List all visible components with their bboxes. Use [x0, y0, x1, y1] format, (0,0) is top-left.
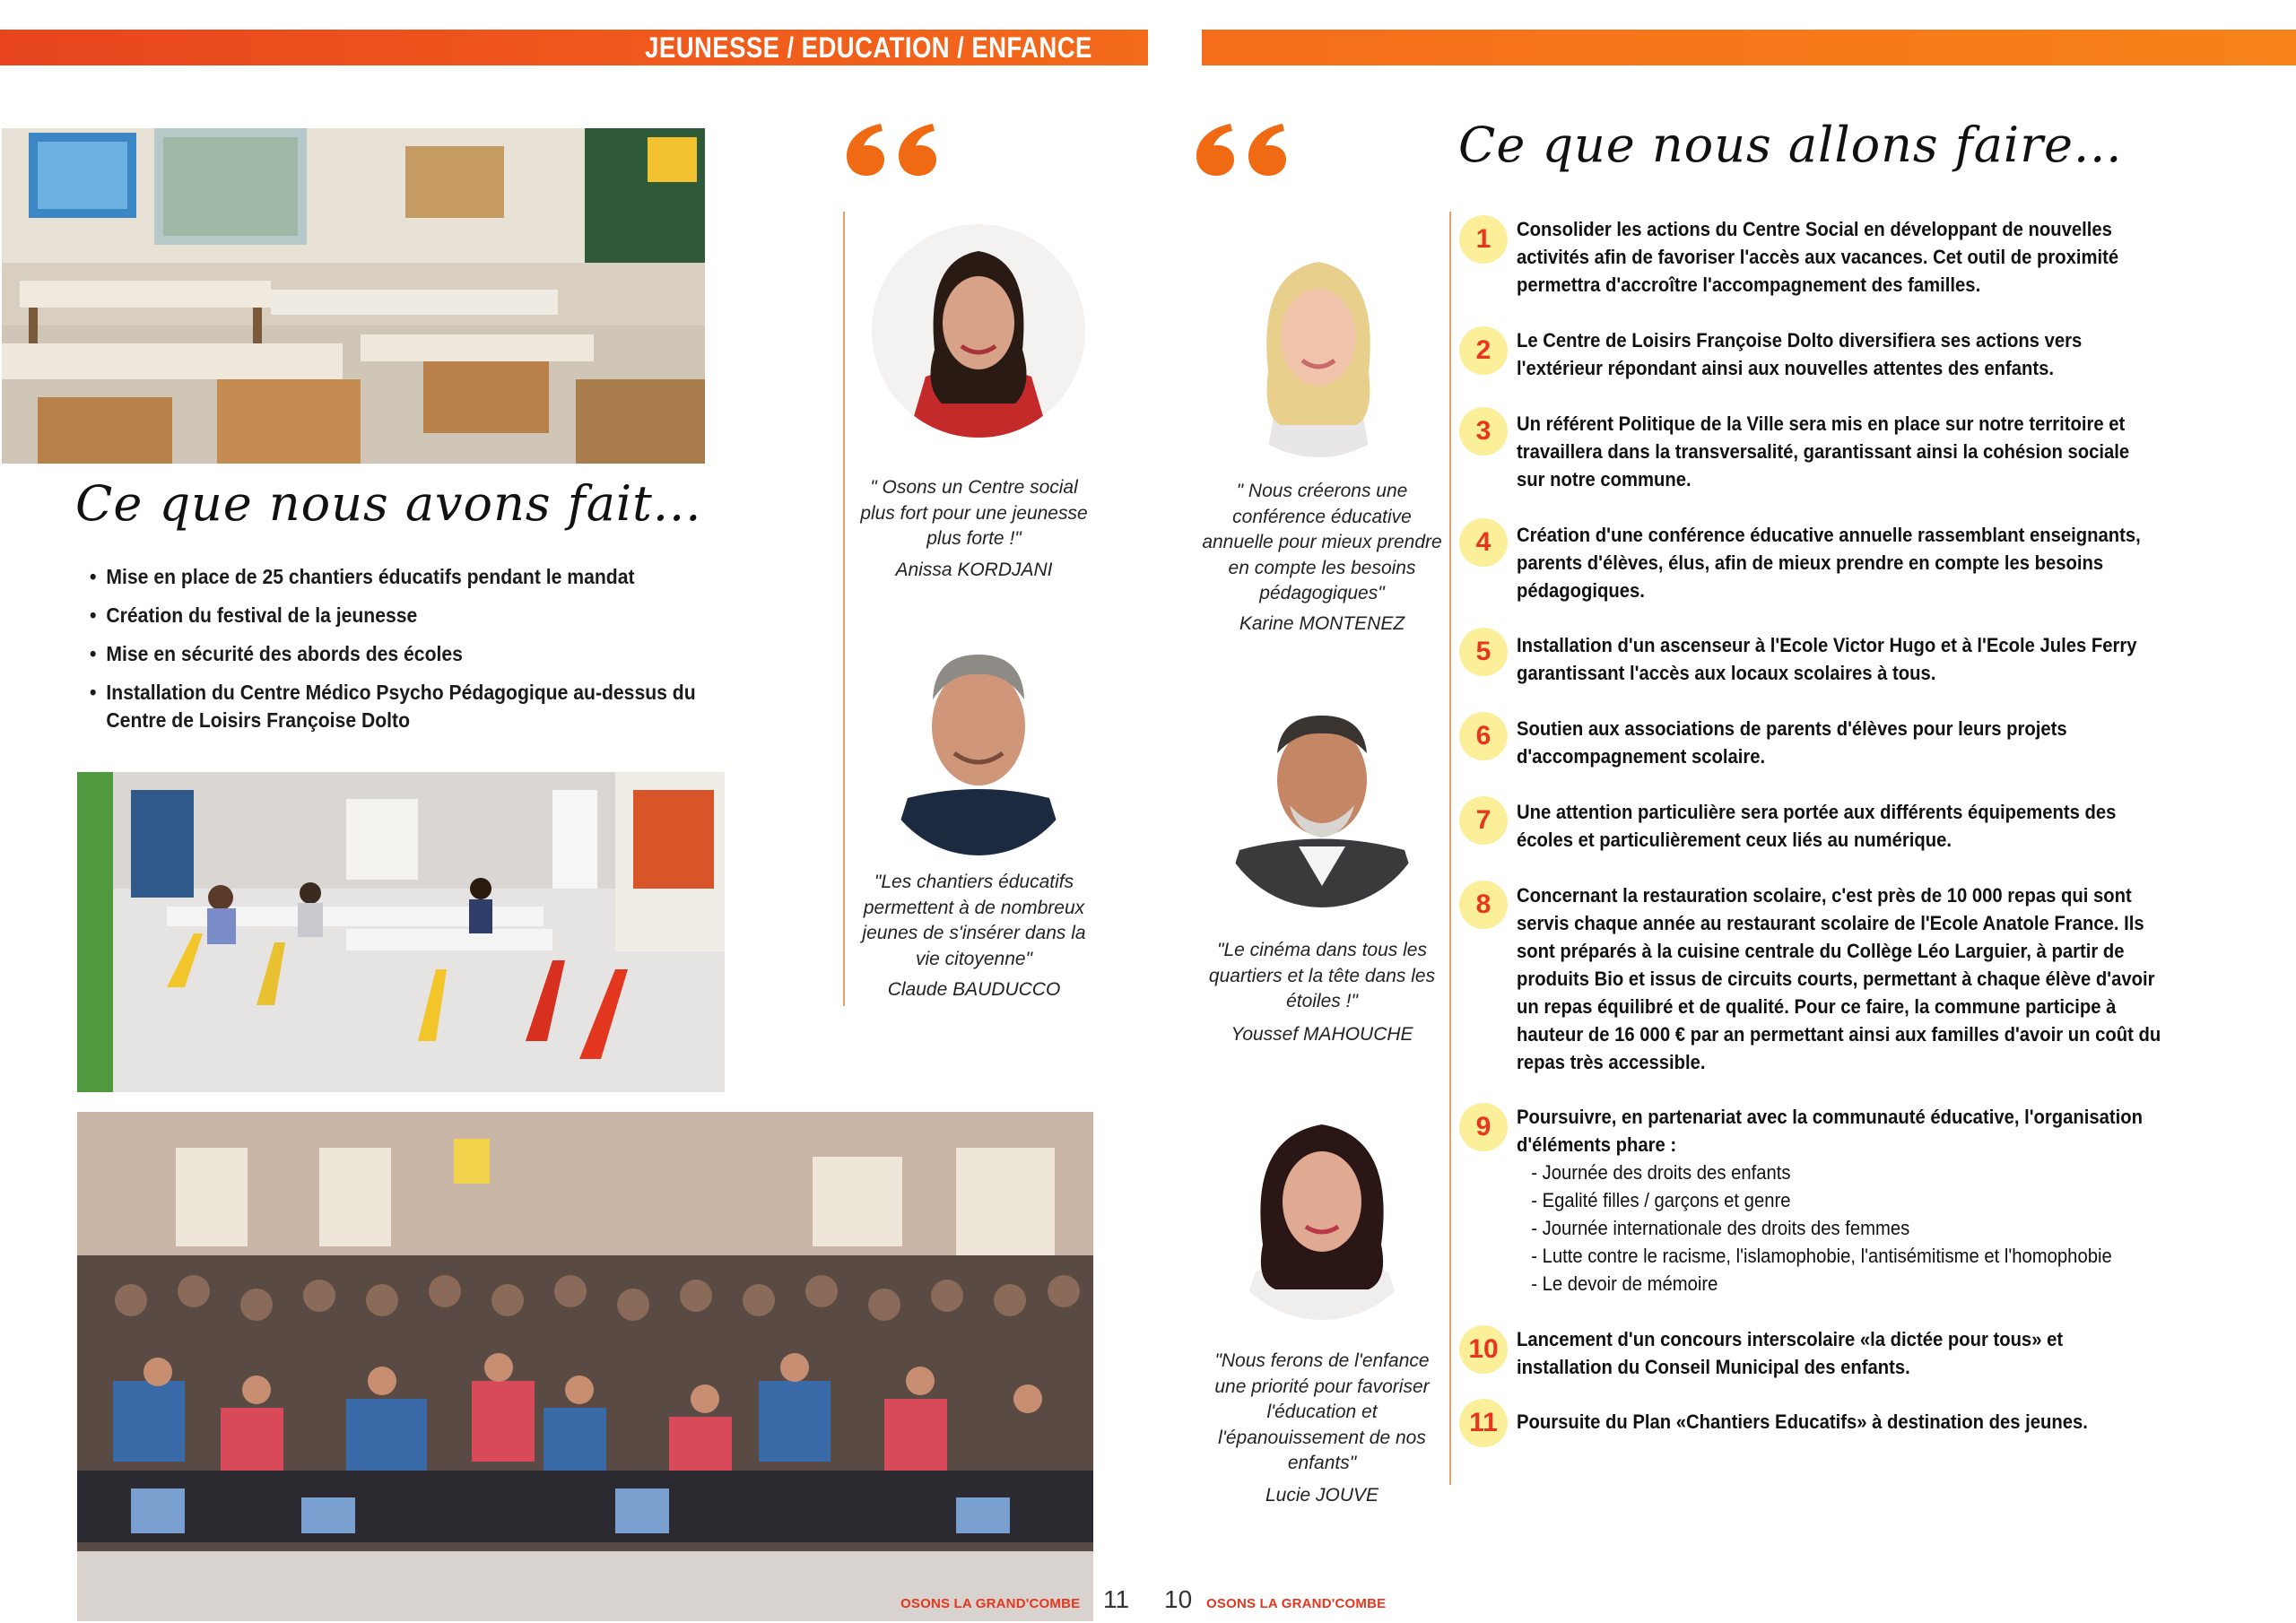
item-number-badge: 8	[1459, 881, 1508, 929]
list-item: • Création du festival de la jeunesse	[90, 602, 704, 629]
todo-item: Concernant la restauration scolaire, c'est près de 10 000 repas qui sont servis chaque année au restaurant scolaire de l'Ecole Anatole France. Ils sont préparés à la cuisine centrale du Collège Léo Larguier, à partir de produits Bio et issus de circuits courts, permettant à chaque élève d'avoir un repas équilibré et de qualité. Pour ce faire, la commune participe à hauteur de 16 000 € par an permettant ainsi aux familles d'avoir un coût du repas très accessible.	[1517, 884, 2161, 1073]
item-number-badge: 3	[1459, 407, 1508, 456]
page-number-right: 10	[1164, 1585, 1193, 1613]
item-number-badge: 4	[1459, 518, 1508, 567]
sub-item: - Le devoir de mémoire	[1531, 1272, 1718, 1295]
page-number-left: 11	[1103, 1585, 1130, 1613]
quote-mark-icon	[1193, 117, 1292, 179]
todo-item: Installation d'un ascenseur à l'Ecole Victor Hugo et à l'Ecole Jules Ferry garantissant l'accès aux locaux scolaires à tous.	[1517, 634, 2137, 684]
portrait-youssef-mahouche	[1213, 680, 1431, 907]
list-item: • Mise en place de 25 chantiers éducatifs pendant le mandat	[90, 563, 704, 591]
divider-line	[843, 212, 845, 1006]
quote-text: "Les chantiers éducatifs permettent à de nombreux jeunes de s'insérer dans la vie citoyenne"	[862, 872, 1086, 969]
item-number-badge: 11	[1459, 1399, 1508, 1447]
todo-item: Poursuite du Plan «Chantiers Educatifs» à destination des jeunes.	[1517, 1410, 2088, 1433]
section-title: JEUNESSE / EDUCATION / ENFANCE	[645, 30, 1092, 64]
done-heading: Ce que nous avons fait...	[75, 475, 702, 532]
quote-text: " Nous créerons une conférence éducative annuelle pour mieux prendre en compte les besoins pédagogiques"	[1202, 481, 1442, 603]
todo-item: Lancement d'un concours interscolaire «la dictée pour tous» et installation du Conseil Municipal des enfants.	[1517, 1328, 2064, 1378]
quote-author: Anissa KORDJANI	[895, 560, 1053, 580]
todo-item: Un référent Politique de la Ville sera mis en place sur notre territoire et travaillera dans la transversalité, garantissant ainsi la cohésion sociale sur notre commune.	[1517, 412, 2130, 490]
portrait-claude-bauducco	[872, 628, 1085, 855]
quote-author: Claude BAUDUCCO	[887, 979, 1061, 1000]
item-number-badge: 9	[1459, 1103, 1508, 1151]
todo-item: Le Centre de Loisirs Françoise Dolto diversifiera ses actions vers l'extérieur répondant ainsi aux nouvelles attentes des enfants.	[1517, 329, 2083, 379]
sub-item: - Journée internationale des droits des femmes	[1531, 1217, 1910, 1239]
classroom-photo	[2, 128, 705, 464]
todo-item: Consolider les actions du Centre Social en développant de nouvelles activités afin de favoriser l'accès aux vacances. Cet outil de proximité permettra d'accroître l'accompagnement des familles.	[1517, 218, 2119, 296]
done-list	[90, 563, 709, 745]
sub-item: - Journée des droits des enfants	[1531, 1161, 1791, 1184]
list-item: • Installation du Centre Médico Psycho Pédagogique au-dessus du Centre de Loisirs Françoise Dolto	[90, 679, 704, 734]
portrait-anissa-kordjani	[872, 224, 1085, 438]
list-item: • Mise en sécurité des abords des écoles	[90, 640, 704, 668]
todo-item: Soutien aux associations de parents d'élèves pour leurs projets d'accompagnement scolaire.	[1517, 717, 2067, 768]
quote-author: Lucie JOUVE	[1265, 1485, 1379, 1506]
todo-item: Une attention particulière sera portée aux différents équipements des écoles et particulièrement ceux liés au numérique.	[1517, 801, 2117, 851]
crowd-photo	[77, 1112, 1093, 1621]
quote-mark-icon	[843, 117, 942, 179]
divider-line	[1449, 212, 1451, 1485]
item-number-badge: 7	[1459, 796, 1508, 845]
item-number-badge: 1	[1459, 215, 1508, 264]
quote-text: "Le cinéma dans tous les quartiers et la tête dans les étoiles !"	[1208, 940, 1436, 1011]
sub-item: - Lutte contre le racisme, l'islamophobie, l'antisémitisme et l'homophobie	[1531, 1245, 2112, 1267]
quote-text: " Osons un Centre social plus fort pour une jeunesse plus forte !"	[860, 477, 1088, 549]
item-number-badge: 10	[1459, 1325, 1508, 1374]
portrait-karine-montenez	[1213, 237, 1424, 457]
todo-heading: Ce que nous allons faire...	[1458, 117, 2123, 173]
item-number-badge: 5	[1459, 628, 1508, 676]
todo-item	[1517, 1103, 2162, 1298]
activity-room-photo	[77, 772, 725, 1092]
sub-item: - Egalité filles / garçons et genre	[1531, 1189, 1791, 1211]
quote-text: "Nous ferons de l'enfance une priorité pour favoriser l'éducation et l'épanouissement de nos enfants"	[1214, 1350, 1430, 1473]
item-number-badge: 6	[1459, 712, 1508, 760]
todo-item: Création d'une conférence éducative annuelle rassemblant enseignants, parents d'élèves, élus, afin de mieux prendre en compte les besoins pédagogiques.	[1517, 524, 2141, 602]
item-number-badge: 2	[1459, 326, 1508, 375]
quote-author: Youssef MAHOUCHE	[1231, 1024, 1413, 1045]
portrait-lucie-jouve	[1213, 1092, 1431, 1320]
quote-author: Karine MONTENEZ	[1239, 613, 1405, 634]
footer-brand-right: OSONS LA GRAND'COMBE	[1206, 1596, 1387, 1611]
footer-brand-left: OSONS LA GRAND'COMBE	[900, 1596, 1081, 1611]
header-bar-right	[1202, 30, 2296, 65]
todo-item-text: Poursuivre, en partenariat avec la communauté éducative, l'organisation d'éléments phare :	[1517, 1106, 2144, 1156]
